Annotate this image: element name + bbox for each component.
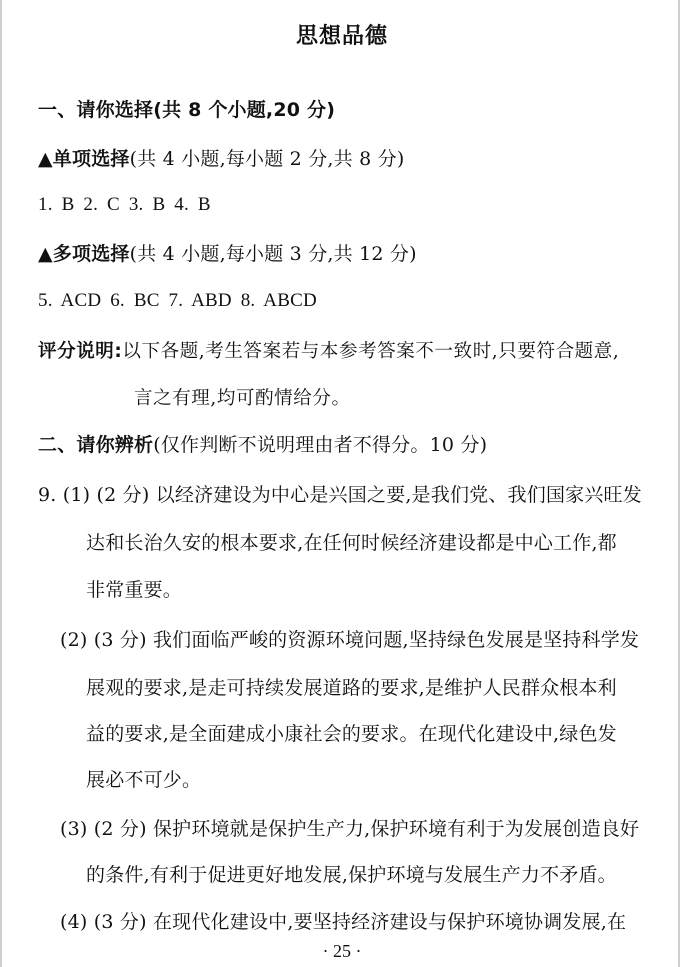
section2-heading: [38, 432, 487, 458]
multiple-choice-info: (共 4 小题,每小题 3 分,共 12 分): [129, 243, 417, 265]
q9-part2-line4: 展必不可少。: [86, 769, 202, 791]
q9-part2-line1: (2) (3 分) 我们面临严峻的资源环境问题,坚持绿色发展是坚持科学发: [60, 629, 640, 651]
scoring-note-line1: [38, 339, 619, 365]
q9-part2-line3: 益的要求,是全面建成小康社会的要求。在现代化建设中,绿色发: [86, 723, 617, 745]
section2-label: 二、请你辨析: [38, 434, 154, 456]
q9-part1-line1: 9. (1) (2 分) 以经济建设为中心是兴国之要,是我们党、我们国家兴旺发: [38, 484, 642, 506]
multiple-choice-label: ▲多项选择: [38, 243, 130, 265]
single-choice-label: ▲单项选择: [38, 148, 130, 170]
section2-info: (仅作判断不说明理由者不得分。10 分): [153, 434, 488, 456]
q9-part2-line2: 展观的要求,是走可持续发展道路的要求,是维护人民群众根本利: [86, 677, 617, 699]
q9-part1-line3: 非常重要。: [86, 579, 183, 601]
page-number: · 25 ·: [322, 941, 362, 961]
single-choice-heading: [38, 146, 404, 172]
scoring-note-text1: 以下各题,考生答案若与本参考答案不一致时,只要符合题意,: [122, 341, 620, 362]
section1-heading: 一、请你选择(共 8 个小题,20 分): [38, 99, 336, 121]
q9-part3-line1: (3) (2 分) 保护环境就是保护生产力,保护环境有利于为发展创造良好: [60, 818, 640, 840]
page-title: 思想品德: [295, 24, 388, 49]
single-choice-info: (共 4 小题,每小题 2 分,共 8 分): [129, 148, 405, 170]
q9-part3-line2: 的条件,有利于促进更好地发展,保护环境与发展生产力不矛盾。: [86, 864, 617, 886]
multiple-choice-heading: [38, 241, 417, 267]
q9-part1-line2: 达和长治久安的根本要求,在任何时候经济建设都是中心工作,都: [86, 532, 617, 554]
q9-part4-line1: (4) (3 分) 在现代化建设中,要坚持经济建设与保护环境协调发展,在: [60, 911, 627, 933]
single-choice-answers: 1. B 2. C 3. B 4. B: [38, 194, 211, 215]
scoring-note-label: 评分说明:: [38, 341, 123, 362]
scoring-note-line2: 言之有理,均可酌情给分。: [134, 388, 351, 409]
multiple-choice-answers: 5. ACD 6. BC 7. ABD 8. ABCD: [38, 290, 317, 311]
